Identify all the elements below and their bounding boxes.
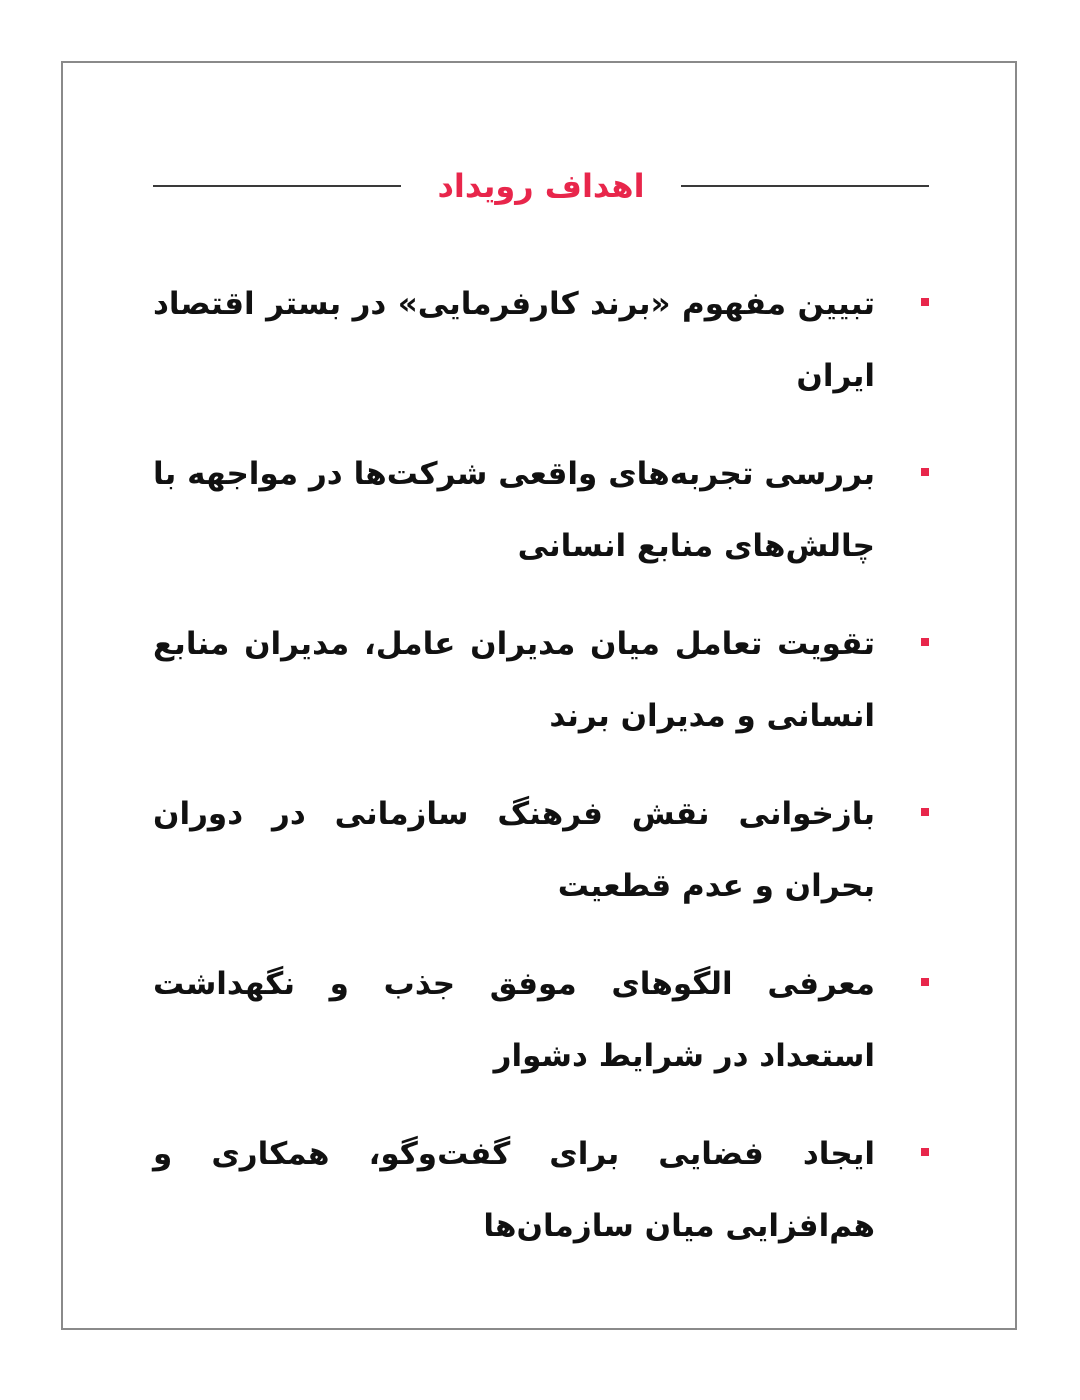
section-header	[153, 156, 929, 216]
goals-list	[153, 268, 935, 1288]
goal-item	[153, 268, 935, 438]
bullet-icon	[921, 808, 929, 816]
goal-item	[153, 948, 935, 1118]
goal-item	[153, 438, 935, 608]
header-rule-left	[153, 185, 401, 187]
bullet-icon	[921, 1148, 929, 1156]
goal-text: بررسی تجربه‌های واقعی شرکت‌ها در مواجهه با چالش‌های منابع انسانی	[153, 456, 875, 564]
goal-item	[153, 1118, 935, 1288]
goal-text: تبیین مفهوم «برند کارفرمایی» در بستر اقتصاد ایران	[153, 286, 875, 394]
bullet-icon	[921, 298, 929, 306]
section-title: اهداف رویداد	[437, 167, 645, 205]
header-rule-right	[681, 185, 929, 187]
goal-item	[153, 778, 935, 948]
bullet-icon	[921, 978, 929, 986]
bullet-icon	[921, 468, 929, 476]
goal-text: ایجاد فضایی برای گفت‌وگو، همکاری و هم‌افزایی میان سازمان‌ها	[153, 1136, 875, 1244]
goal-text: تقویت تعامل میان مدیران عامل، مدیران منابع انسانی و مدیران برند	[153, 626, 875, 734]
goal-text: بازخوانی نقش فرهنگ سازمانی در دوران بحران و عدم قطعیت	[153, 796, 875, 904]
goal-text: معرفی الگوهای موفق جذب و نگهداشت استعداد در شرایط دشوار	[153, 966, 875, 1074]
goal-item	[153, 608, 935, 778]
bullet-icon	[921, 638, 929, 646]
